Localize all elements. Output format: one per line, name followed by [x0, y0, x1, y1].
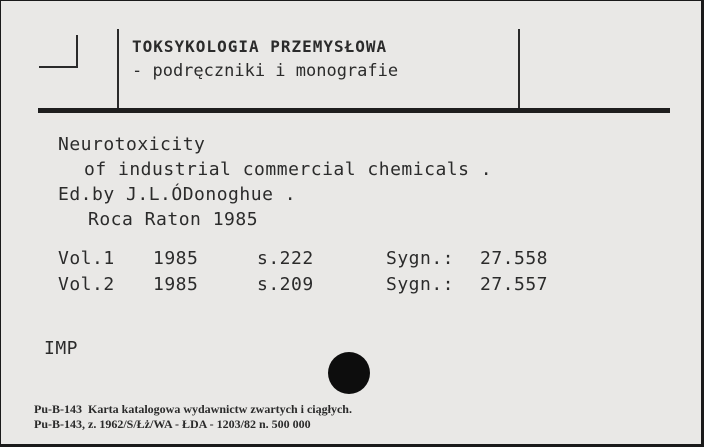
header-divider	[38, 108, 670, 113]
entry-title-line1: Neurotoxicity	[58, 134, 206, 155]
header-rule-right	[518, 29, 520, 109]
volume-label: Vol.2	[58, 274, 115, 295]
corner-mark-horizontal	[39, 66, 78, 68]
volume-year: 1985	[153, 248, 199, 269]
entry-editor: Ed.by J.L.ÓDonoghue .	[58, 184, 297, 205]
punch-hole	[328, 352, 370, 394]
volume-pages: s.222	[257, 248, 314, 269]
volume-sygn: 27.557	[480, 274, 549, 295]
volume-year: 1985	[153, 274, 199, 295]
footer-line2: Pu-B-143, z. 1962/S/Łż/WA - ŁDA - 1203/82 n. 500 000	[34, 417, 311, 431]
header-subtitle: - podręczniki i monografie	[132, 61, 399, 81]
header-rule-left	[117, 29, 119, 109]
corner-mark-vertical	[76, 35, 78, 67]
footer-line1: Pu-B-143 Karta katalogowa wydawnictw zwartych i ciągłych.	[34, 402, 352, 416]
volume-label: Vol.1	[58, 248, 115, 269]
volume-sygn: 27.558	[480, 248, 549, 269]
volume-pages: s.209	[257, 274, 314, 295]
volume-sygn-label: Sygn.:	[386, 248, 455, 269]
entry-title-line2: of industrial commercial chemicals .	[84, 159, 493, 180]
catalog-card	[1, 1, 701, 444]
entry-place-year: Roca Raton 1985	[88, 209, 259, 230]
collection-code: IMP	[44, 338, 79, 359]
volume-sygn-label: Sygn.:	[386, 274, 455, 295]
header-title: TOKSYKOLOGIA PRZEMYSŁOWA	[132, 37, 388, 56]
